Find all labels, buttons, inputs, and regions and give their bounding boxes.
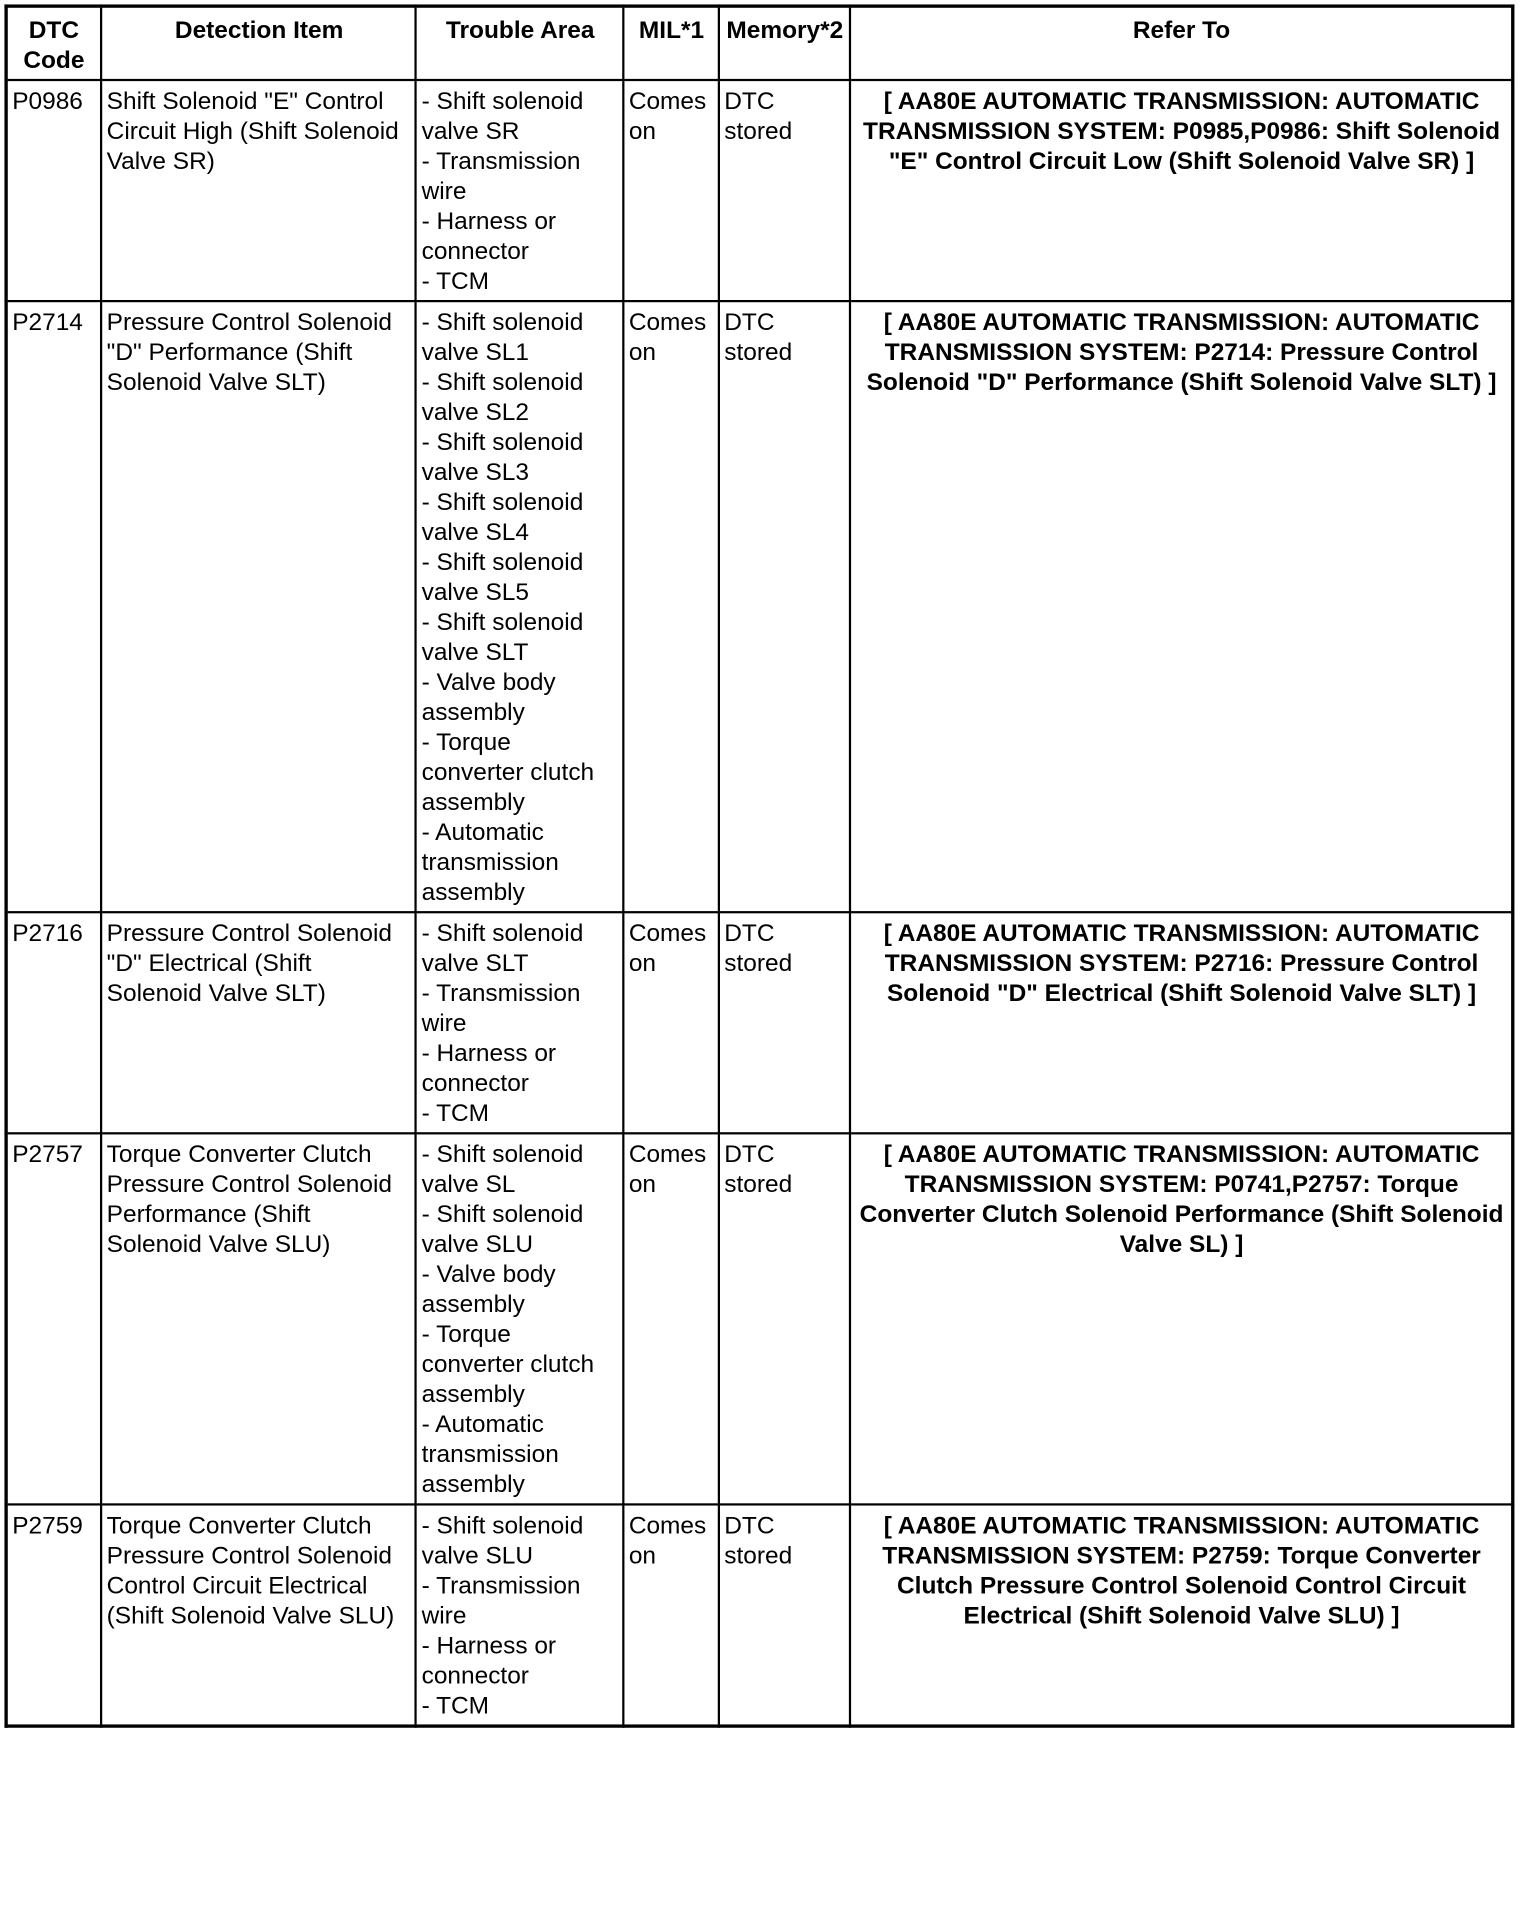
trouble-area-item: - Shift solenoid valve SLT [421, 918, 584, 977]
trouble-area-cell [416, 80, 623, 301]
trouble-area-item: - Valve body assembly [421, 1259, 556, 1318]
detection-item-cell: Torque Converter Clutch Pressure Control Solenoid Performance (Shift Solenoid Valve SLU) [101, 1133, 416, 1504]
trouble-area-item: - TCM [421, 1691, 490, 1719]
table-row [6, 1504, 1513, 1726]
detection-item-cell: Torque Converter Clutch Pressure Control Solenoid Control Circuit Electrical (Shift Solenoid Valve SLU) [101, 1504, 416, 1726]
trouble-area-item: - Harness or connector [421, 1038, 557, 1097]
memory-cell: DTC stored [719, 1133, 850, 1504]
refer-to-link[interactable]: [ AA80E AUTOMATIC TRANSMISSION: AUTOMATIC TRANSMISSION SYSTEM: P2759: Torque Converter Clutch Pressure Control Solenoid Control Circuit Electrical (Shift Solenoid Valve SLU) ] [850, 1504, 1513, 1726]
trouble-area-item: - Shift solenoid valve SL3 [421, 427, 584, 486]
header-row [6, 6, 1513, 80]
table-row [6, 912, 1513, 1133]
mil-cell: Comes on [623, 80, 718, 301]
header-memory: Memory*2 [719, 6, 850, 80]
trouble-area-cell [416, 301, 623, 912]
mil-cell: Comes on [623, 912, 718, 1133]
table-row [6, 1133, 1513, 1504]
trouble-area-item: - TCM [421, 266, 490, 295]
trouble-area-cell [416, 912, 623, 1133]
header-detection-item: Detection Item [101, 6, 416, 80]
dtc-code-cell: P2716 [6, 912, 101, 1133]
table-row [6, 301, 1513, 912]
trouble-area-item: - Transmission wire [421, 146, 581, 205]
header-dtc-code: DTC Code [6, 6, 101, 80]
trouble-area-item: - Shift solenoid valve SL1 [421, 307, 584, 366]
trouble-area-item: - Transmission wire [421, 1571, 581, 1629]
trouble-area-item: - Shift solenoid valve SR [421, 86, 584, 145]
trouble-area-cell [416, 1504, 623, 1726]
dtc-code-cell: P2759 [6, 1504, 101, 1726]
trouble-area-item: - Harness or connector [421, 206, 557, 265]
header-refer-to: Refer To [850, 6, 1513, 80]
mil-cell: Comes on [623, 301, 718, 912]
mil-cell: Comes on [623, 1504, 718, 1726]
trouble-area-item: - Shift solenoid valve SLU [421, 1199, 584, 1258]
trouble-area-cell [416, 1133, 623, 1504]
memory-cell: DTC stored [719, 912, 850, 1133]
trouble-area-item: - Torque converter clutch assembly [421, 727, 595, 816]
table-row [6, 80, 1513, 301]
detection-item-cell: Pressure Control Solenoid "D" Electrical (Shift Solenoid Valve SLT) [101, 912, 416, 1133]
trouble-area-item: - Torque converter clutch assembly [421, 1319, 595, 1408]
trouble-area-item: - Shift solenoid valve SLU [421, 1511, 584, 1569]
refer-to-link[interactable]: [ AA80E AUTOMATIC TRANSMISSION: AUTOMATIC TRANSMISSION SYSTEM: P0985,P0986: Shift Solenoid "E" Control Circuit Low (Shift Solenoid Valve SR) ] [850, 80, 1513, 301]
trouble-area-item: - Valve body assembly [421, 667, 556, 726]
dtc-code-cell: P2757 [6, 1133, 101, 1504]
detection-item-cell: Shift Solenoid "E" Control Circuit High (Shift Solenoid Valve SR) [101, 80, 416, 301]
trouble-area-item: - Shift solenoid valve SLT [421, 607, 584, 666]
refer-to-link[interactable]: [ AA80E AUTOMATIC TRANSMISSION: AUTOMATIC TRANSMISSION SYSTEM: P2716: Pressure Control Solenoid "D" Electrical (Shift Solenoid Valve SLT) ] [850, 912, 1513, 1133]
header-mil: MIL*1 [623, 6, 718, 80]
dtc-code-cell: P0986 [6, 80, 101, 301]
refer-to-link[interactable]: [ AA80E AUTOMATIC TRANSMISSION: AUTOMATIC TRANSMISSION SYSTEM: P0741,P2757: Torque Converter Clutch Solenoid Performance (Shift Solenoid Valve SL) ] [850, 1133, 1513, 1504]
trouble-area-item: - Automatic transmission assembly [421, 1409, 559, 1498]
trouble-area-item: - Shift solenoid valve SL2 [421, 367, 584, 426]
trouble-area-item: - Harness or connector [421, 1631, 557, 1689]
mil-cell: Comes on [623, 1133, 718, 1504]
memory-cell: DTC stored [719, 80, 850, 301]
header-trouble-area: Trouble Area [416, 6, 623, 80]
dtc-table [4, 4, 1514, 1727]
memory-cell: DTC stored [719, 1504, 850, 1726]
memory-cell: DTC stored [719, 301, 850, 912]
trouble-area-item: - Shift solenoid valve SL5 [421, 547, 584, 606]
trouble-area-item: - Shift solenoid valve SL [421, 1139, 584, 1198]
dtc-code-cell: P2714 [6, 301, 101, 912]
refer-to-link[interactable]: [ AA80E AUTOMATIC TRANSMISSION: AUTOMATIC TRANSMISSION SYSTEM: P2714: Pressure Control Solenoid "D" Performance (Shift Solenoid Valve SLT) ] [850, 301, 1513, 912]
trouble-area-item: - TCM [421, 1098, 490, 1127]
trouble-area-item: - Transmission wire [421, 978, 581, 1037]
detection-item-cell: Pressure Control Solenoid "D" Performance (Shift Solenoid Valve SLT) [101, 301, 416, 912]
trouble-area-item: - Shift solenoid valve SL4 [421, 487, 584, 546]
trouble-area-item: - Automatic transmission assembly [421, 817, 559, 906]
